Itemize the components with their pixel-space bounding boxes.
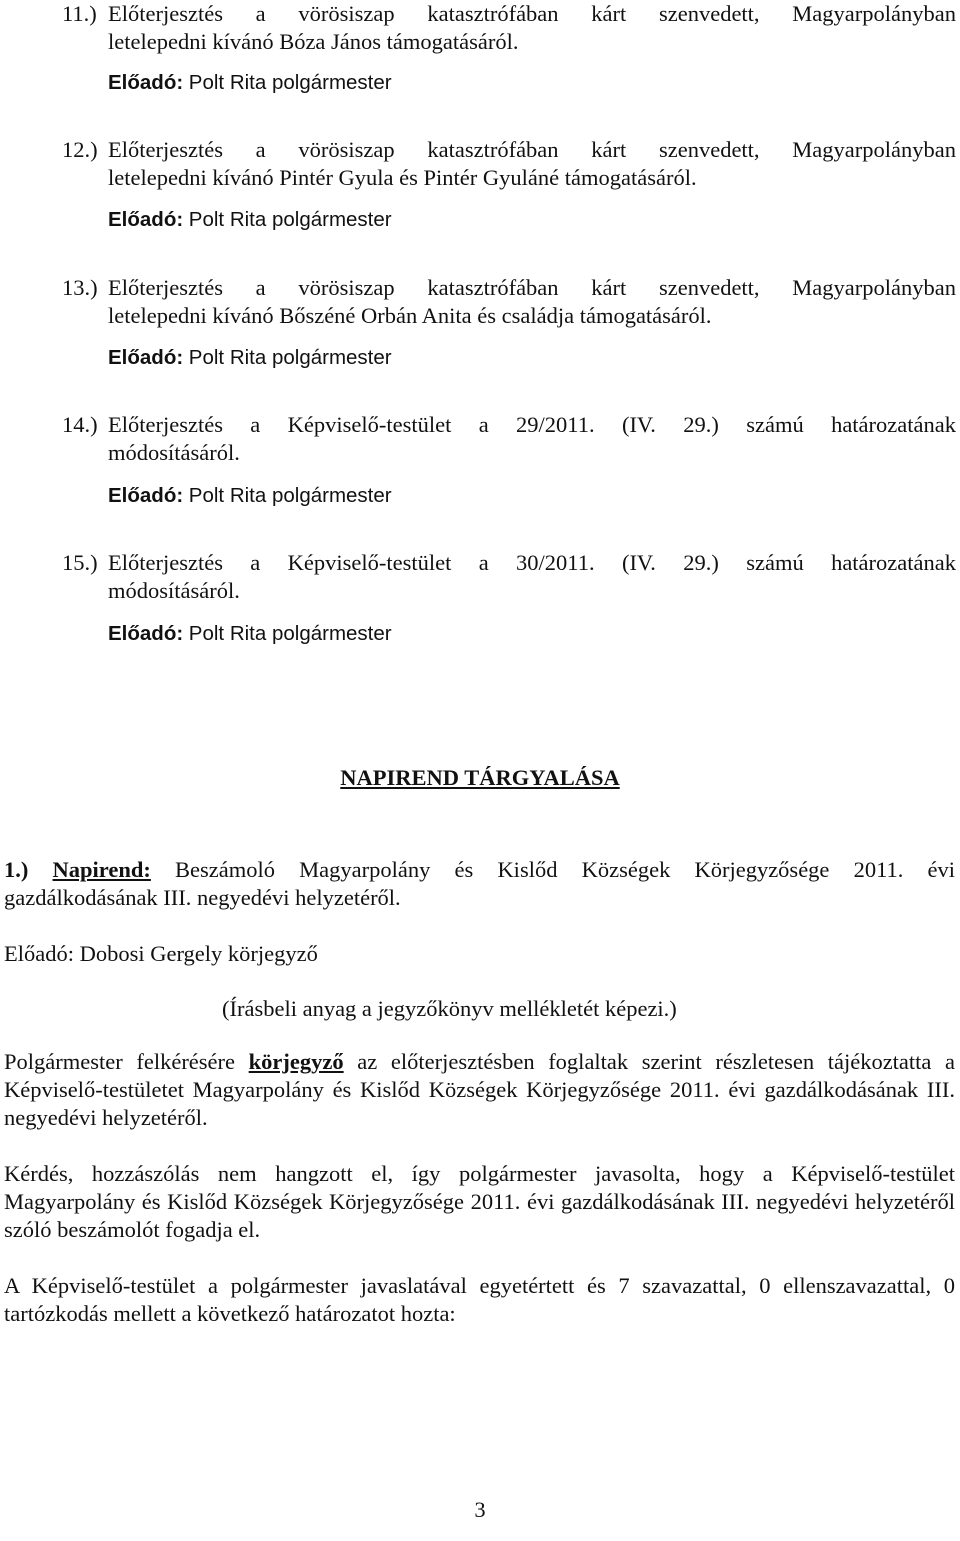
paragraph-report-pre: Polgármester felkérésére <box>4 1049 236 1074</box>
agenda-item-13-presenter <box>108 343 392 372</box>
agenda-item-number: 14.) <box>62 412 98 437</box>
napirend-title-line1: Beszámoló Magyarpolány és Kislőd Községek Körjegyzősége 2011. évi <box>175 857 956 882</box>
presenter-name: Polt Rita polgármester <box>188 71 392 94</box>
presenter-label: Előadó: <box>108 346 184 369</box>
agenda-item-number: 12.) <box>62 137 98 162</box>
agenda-item-text-line2: módosításáról. <box>108 578 240 603</box>
presenter-label: Előadó: <box>108 208 184 231</box>
presenter-label: Előadó: <box>108 484 184 507</box>
presenter-name: Polt Rita polgármester <box>188 208 392 231</box>
paragraph-vote: A Képviselő-testület a polgármester javaslatával egyetértett és 7 szavazattal, 0 ellenszavazattal, 0 tartózkodás mellett a következő határozatot hozta: <box>4 1273 955 1326</box>
agenda-item-number: 13.) <box>62 275 98 300</box>
presenter-label: Előadó: <box>108 622 184 645</box>
paragraph-proposal: Kérdés, hozzászólás nem hangzott el, így polgármester javasolta, hogy a Képviselő-testület Magyarpolány és Kislőd Községek Körjegyzősége 2011. évi gazdálkodásának III. negyedévi helyzetéről szóló beszámolót fogadja el. <box>4 1161 955 1242</box>
napirend-item <box>4 856 955 912</box>
agenda-item-14-presenter <box>108 481 392 510</box>
attachment-note: (Írásbeli anyag a jegyzőkönyv mellékletét képezi.) <box>222 996 677 1021</box>
napirend-label: Napirend: <box>52 857 151 882</box>
agenda-item-text-line1: Előterjesztés a Képviselő-testület a 29/2011. (IV. 29.) számú határozatának <box>108 412 956 437</box>
agenda-item-12-presenter <box>108 205 392 234</box>
agenda-item-number: 11.) <box>62 1 97 26</box>
agenda-item-11 <box>62 0 956 56</box>
napirend-presenter: Előadó: Dobosi Gergely körjegyző <box>4 941 318 966</box>
agenda-item-text-line2: letelepedni kívánó Bőszéné Orbán Anita és családja támogatásáról. <box>108 303 712 328</box>
presenter-name: Polt Rita polgármester <box>188 346 392 369</box>
page-number: 3 <box>474 1497 486 1522</box>
agenda-item-11-presenter <box>108 68 392 97</box>
agenda-item-text-line1: Előterjesztés a Képviselő-testület a 30/2011. (IV. 29.) számú határozatának <box>108 550 956 575</box>
presenter-label: Előadó: <box>108 71 184 94</box>
presenter-name: Polt Rita polgármester <box>188 484 392 507</box>
agenda-item-text-line2: letelepedni kívánó Bóza János támogatásáról. <box>108 29 519 54</box>
agenda-item-15 <box>62 549 956 605</box>
paragraph-report-post: az előterjesztésben foglaltak szerint részletesen tájékoztatta a Képviselő-testületet Magyarpolány és Kislőd Községek Körjegyzősége 2011. évi gazdálkodásának III. negyedévi helyzetéről. <box>4 1049 956 1130</box>
section-heading: NAPIREND TÁRGYALÁSA <box>340 765 620 790</box>
paragraph-report-bold: körjegyző <box>248 1049 344 1074</box>
napirend-title-line2: gazdálkodásának III. negyedévi helyzetéről. <box>4 885 401 910</box>
agenda-item-text-line1: Előterjesztés a vörösiszap katasztrófában kárt szenvedett, Magyarpolányban <box>108 137 956 162</box>
presenter-name: Polt Rita polgármester <box>188 622 392 645</box>
agenda-item-text-line1: Előterjesztés a vörösiszap katasztrófában kárt szenvedett, Magyarpolányban <box>108 275 956 300</box>
agenda-item-14 <box>62 411 956 467</box>
agenda-item-13 <box>62 274 956 330</box>
agenda-item-15-presenter <box>108 619 392 648</box>
agenda-item-text-line2: módosításáról. <box>108 440 240 465</box>
agenda-item-number: 15.) <box>62 550 98 575</box>
napirend-line1 <box>4 856 955 884</box>
agenda-item-text-line2: letelepedni kívánó Pintér Gyula és Pintér Gyuláné támogatásáról. <box>108 165 697 190</box>
napirend-number: 1.) <box>4 857 29 882</box>
paragraph-report <box>4 1048 955 1132</box>
agenda-item-12 <box>62 136 956 192</box>
agenda-item-text-line1: Előterjesztés a vörösiszap katasztrófában kárt szenvedett, Magyarpolányban <box>108 1 956 26</box>
